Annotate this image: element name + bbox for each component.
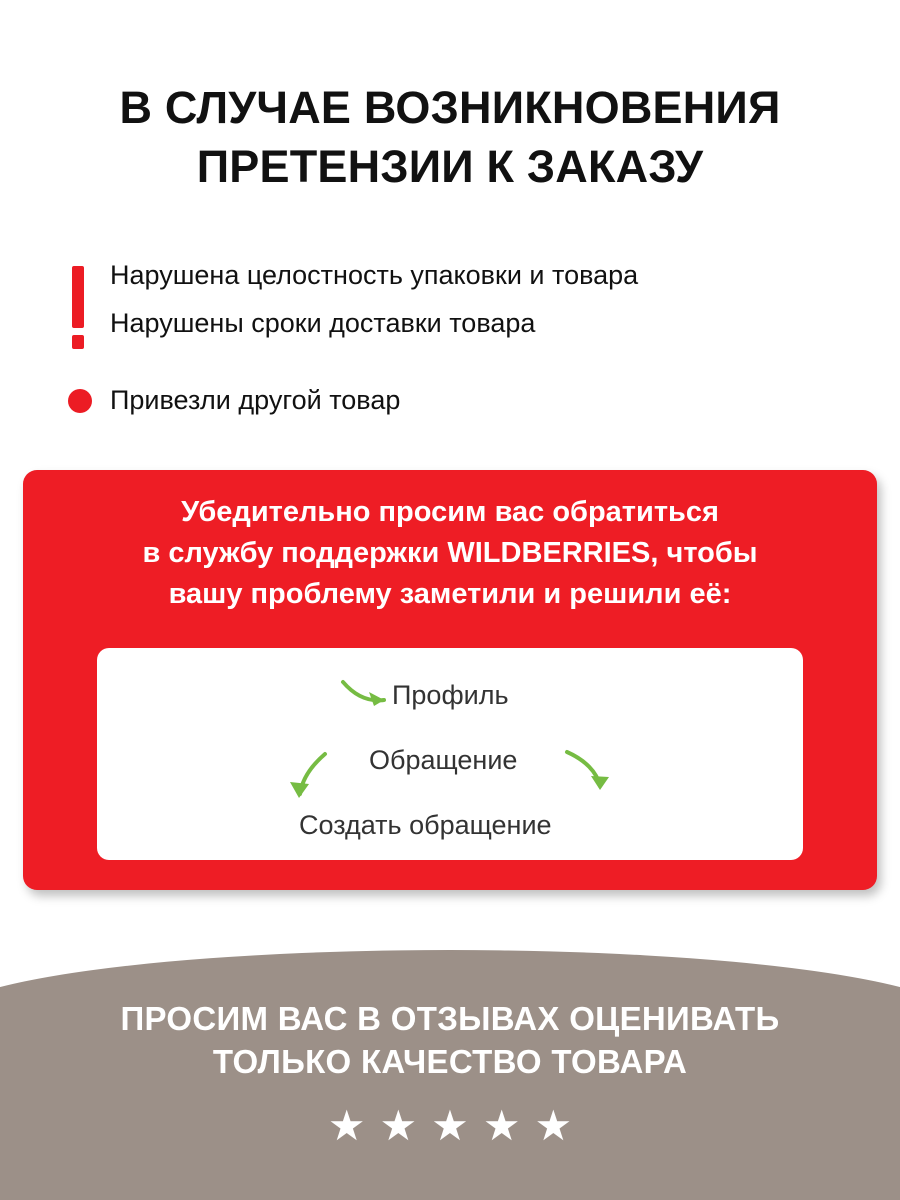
support-instruction-line-3: вашу проблему заметили и решили её: xyxy=(168,578,732,611)
footer-line-2: ТОЛЬКО КАЧЕСТВО ТОВАРА xyxy=(212,1042,688,1080)
footer-line-1: ПРОСИМ ВАС В ОТЗЫВАХ ОЦЕНИВАТЬ xyxy=(120,1000,780,1037)
step-appeal[interactable]: Обращение xyxy=(369,745,518,775)
bullet-dot-icon xyxy=(68,389,92,413)
star-icon-2: ★ xyxy=(379,1102,418,1149)
steps-card xyxy=(97,648,803,860)
rating-stars xyxy=(0,1102,900,1149)
footer-text xyxy=(0,998,900,1084)
support-instruction-text xyxy=(23,492,877,616)
step-profile[interactable]: Профиль xyxy=(392,680,509,710)
claim-item-2: Нарушены сроки доставки товара xyxy=(110,308,536,338)
star-icon-5: ★ xyxy=(534,1102,573,1149)
star-icon-1: ★ xyxy=(327,1102,366,1149)
claim-item-3: Привезли другой товар xyxy=(110,385,401,415)
claim-item-1: Нарушена целостность упаковки и товара xyxy=(110,260,639,290)
exclamation-dot xyxy=(72,335,84,349)
page-title xyxy=(0,78,900,197)
footer-banner xyxy=(0,950,900,1200)
claim-row-3 xyxy=(68,385,400,416)
exclamation-stem xyxy=(72,266,84,328)
star-icon-3: ★ xyxy=(431,1102,469,1149)
step-create-appeal[interactable]: Создать обращение xyxy=(299,810,552,840)
page-title-line-2: ПРЕТЕНЗИИ К ЗАКАЗУ xyxy=(196,141,704,193)
page-title-line-1: В СЛУЧАЕ ВОЗНИКНОВЕНИЯ xyxy=(119,82,781,133)
star-icon-4: ★ xyxy=(482,1102,521,1149)
support-instruction-line-2: в службу поддержки WILDBERRIES, чтобы xyxy=(142,537,758,570)
exclamation-icon xyxy=(72,266,88,349)
support-instruction-panel xyxy=(23,470,877,890)
claims-list xyxy=(110,262,638,358)
support-instruction-line-1: Убедительно просим вас обратиться xyxy=(181,496,719,528)
